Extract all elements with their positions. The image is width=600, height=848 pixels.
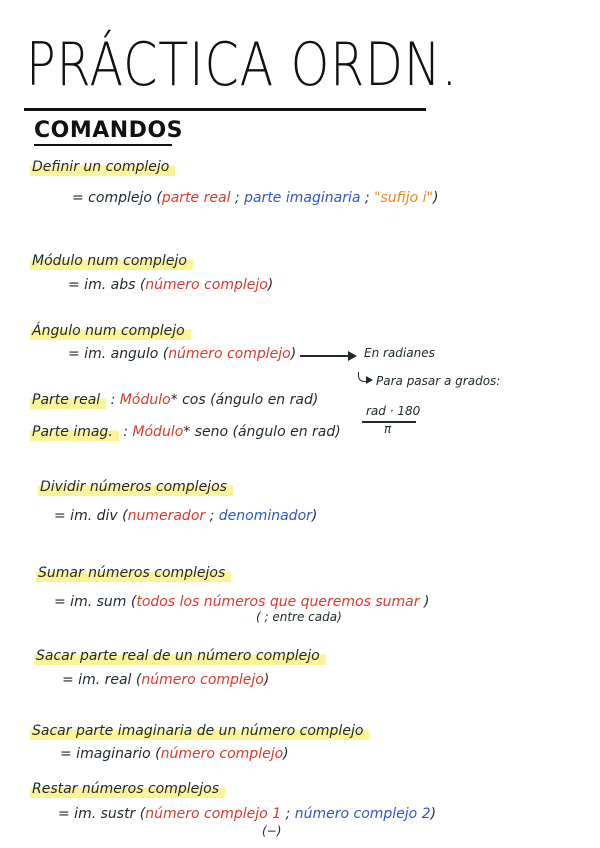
formula-restar: = im. sustr (número complejo 1 ; número complejo 2) xyxy=(58,806,437,822)
arrow-line xyxy=(300,355,350,357)
arg-sufijo: "sufijo i" xyxy=(374,190,433,206)
heading-definir-complejo: Definir un complejo xyxy=(30,156,175,177)
heading-parte-real: Parte real xyxy=(30,392,106,410)
arg-parte-imaginaria: parte imaginaria xyxy=(244,190,361,206)
note-sumar: ( ; entre cada) xyxy=(256,610,342,624)
formula-imaginario: = imaginario (número complejo) xyxy=(60,746,289,762)
hook-arrow-head-icon xyxy=(366,376,373,384)
formula-real: = im. real (número complejo) xyxy=(62,672,270,688)
heading-sumar: Sumar números complejos xyxy=(36,562,231,583)
formula-dividir: = im. div (numerador ; denominador) xyxy=(54,508,318,524)
heading-parte-real-complejo: Sacar parte real de un número complejo xyxy=(34,645,326,666)
heading-parte-imag: Parte imag. xyxy=(30,424,119,442)
formula-parte-imag: Parte imag. : Módulo* seno (ángulo en rad) xyxy=(32,424,341,440)
heading-restar: Restar números complejos xyxy=(30,778,225,799)
heading-parte-imaginaria-complejo: Sacar parte imaginaria de un número complejo xyxy=(30,720,369,741)
title-underline xyxy=(24,108,426,111)
page-title: PRÁCTICA ORDN. xyxy=(26,30,458,100)
note-radianes: En radianes xyxy=(364,346,435,360)
note-grados: Para pasar a grados: xyxy=(376,374,501,388)
fraction-denominator: π xyxy=(384,422,392,436)
heading-angulo: Ángulo num complejo xyxy=(30,320,191,341)
formula-sumar: = im. sum (todos los números que queremos sumar ) xyxy=(54,594,430,610)
formula-angulo: = im. angulo (número complejo) xyxy=(68,346,297,362)
fraction-numerator: rad · 180 xyxy=(366,404,421,418)
heading-modulo: Módulo num complejo xyxy=(30,250,193,271)
formula-parte-real: Parte real : Módulo* cos (ángulo en rad) xyxy=(32,392,319,408)
subtitle-underline xyxy=(34,144,172,146)
heading-dividir: Dividir números complejos xyxy=(38,476,233,497)
formula-modulo: = im. abs (número complejo) xyxy=(68,277,274,293)
section-subtitle: COMANDOS xyxy=(34,118,183,143)
arg-parte-real: parte real xyxy=(161,190,231,206)
note-restar: (−) xyxy=(262,824,282,838)
arrow-right-icon xyxy=(348,351,357,361)
formula-complejo: = complejo (parte real ; parte imaginaria ; "sufijo i") xyxy=(72,190,439,206)
